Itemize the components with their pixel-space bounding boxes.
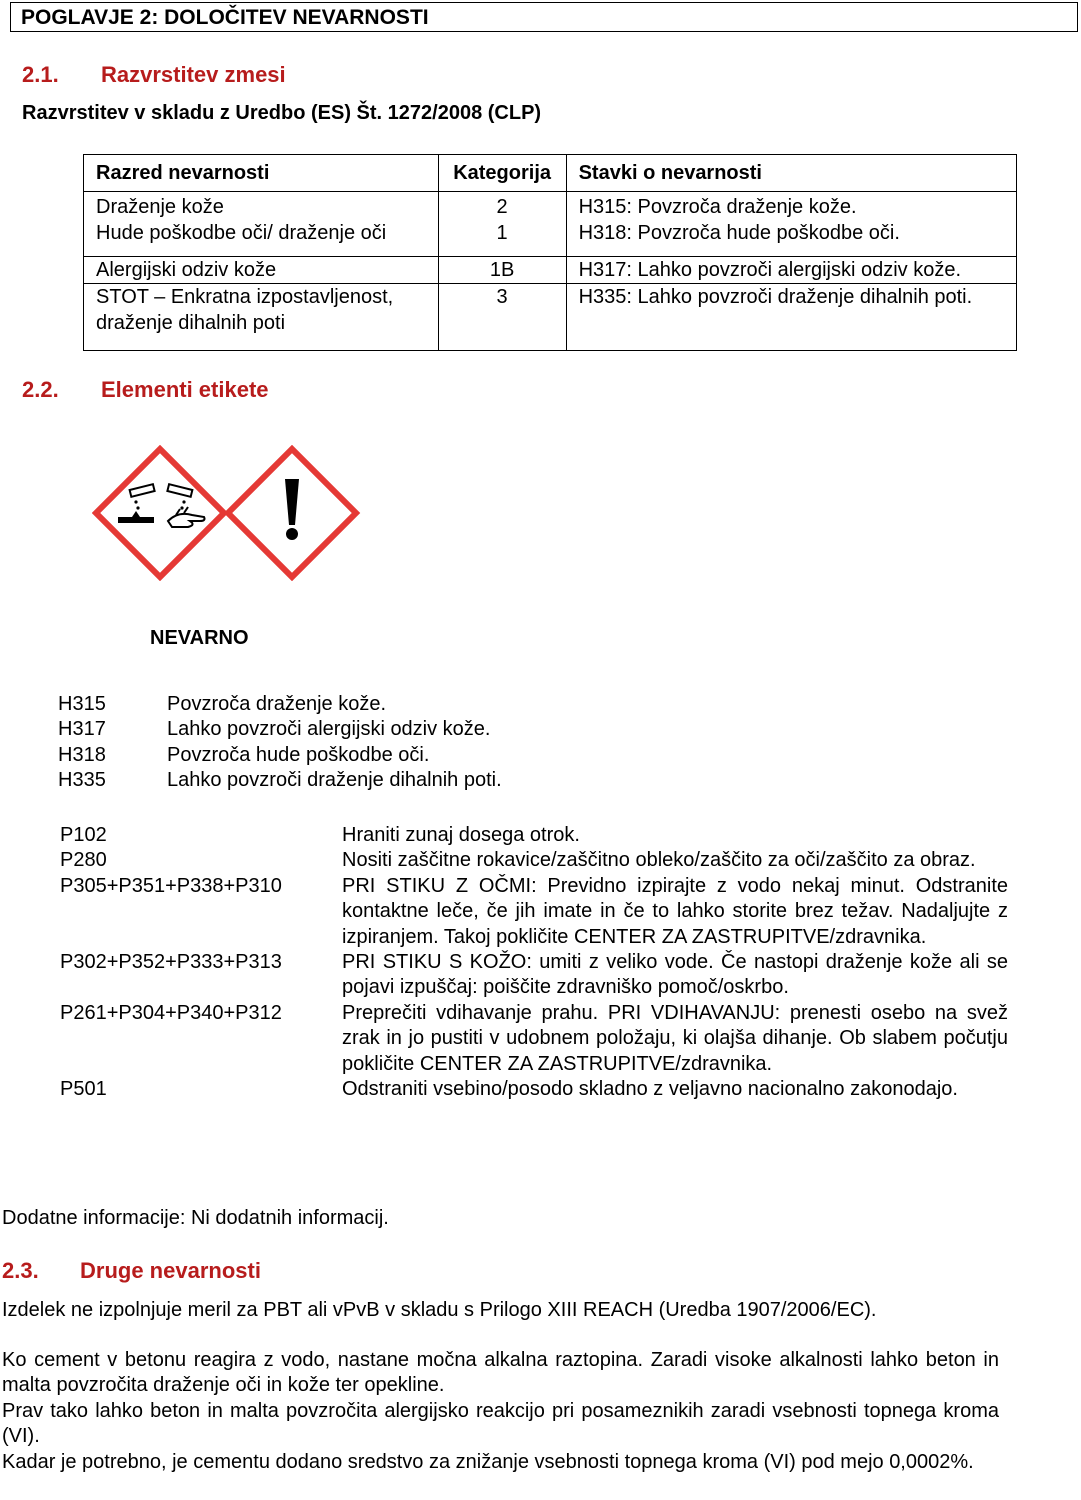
- table-header-row: [84, 155, 1017, 192]
- p-text: Odstraniti vsebino/posodo skladno z veljavno nacionalno zakonodajo.: [342, 1078, 958, 1101]
- exclamation-pictogram-icon: [228, 449, 356, 577]
- p-code: P501: [60, 1078, 107, 1101]
- list-item: [60, 1001, 1008, 1077]
- corrosion-pictogram-icon: [96, 449, 224, 577]
- p-text: Nositi zaščitne rokavice/zaščitno obleko/zaščito za oči/zaščito za obraz.: [342, 849, 976, 872]
- list-item: [58, 768, 502, 793]
- p-text: PRI STIKU Z OČMI: Previdno izpirajte z vodo nekaj minut. Odstranite kontaktne leče, če jih imate in če to lahko storite brez težav. Nadaljujte z izpiranjem. Takoj pokličite CENTER ZA ZASTRUPITVE/zdravnika.: [342, 874, 1008, 948]
- statement-cell: H335: Lahko povzroči draženje dihalnih poti.: [566, 284, 1016, 351]
- h-text: Lahko povzroči alergijski odziv kože.: [167, 718, 491, 741]
- list-item: [60, 874, 1008, 950]
- section-title: Druge nevarnosti: [80, 1258, 261, 1283]
- section-number: 2.2.: [22, 377, 59, 402]
- table-row: [84, 220, 1017, 257]
- category-cell: 1: [438, 220, 566, 257]
- other-hazards-paragraph: Prav tako lahko beton in malta povzročita alergijsko reakcijo pri posameznikih zaradi vsebnosti topnega kroma (VI).: [2, 1400, 999, 1448]
- pbt-statement: Izdelek ne izpolnjuje meril za PBT ali vPvB v skladu s Prilogo XIII REACH (Uredba 1907/2006/EC).: [2, 1299, 877, 1321]
- section-number: 2.1.: [22, 62, 59, 87]
- p-text: Hraniti zunaj dosega otrok.: [342, 824, 580, 846]
- classification-heading: Razvrstitev v skladu z Uredbo (ES) Št. 1272/2008 (CLP): [22, 102, 542, 124]
- list-item: [58, 717, 502, 742]
- list-item: [60, 823, 1008, 848]
- column-header: Razred nevarnosti: [84, 155, 439, 192]
- hazard-class-cell: STOT – Enkratna izpostavljenost, draženje dihalnih poti: [84, 284, 439, 351]
- p-text: Preprečiti vdihavanje prahu. PRI VDIHAVANJU: prenesti osebo na svež zrak in jo pustiti v udobnem položaju, ki olajša dihanje. Ob slabem počutju pokličite CENTER ZA ZASTRUPITVE/zdravnika.: [342, 1001, 1008, 1075]
- category-cell: 3: [438, 284, 566, 351]
- section-2-3-heading: [2, 1258, 261, 1284]
- h-code: H318: [58, 743, 106, 766]
- list-item: [60, 950, 1008, 1001]
- list-item: [58, 692, 502, 717]
- section-2-1-heading: [22, 62, 286, 88]
- hazard-class-cell: Hude poškodbe oči/ draženje oči: [84, 220, 439, 257]
- h-text: Povzroča hude poškodbe oči.: [167, 743, 430, 766]
- table-row: [84, 257, 1017, 284]
- category-cell: 2: [438, 192, 566, 221]
- h-code: H317: [58, 718, 106, 741]
- column-header: Kategorija: [438, 155, 566, 192]
- list-item: [60, 848, 1008, 873]
- other-hazards-paragraph: Ko cement v betonu reagira z vodo, nastane močna alkalna raztopina. Zaradi visoke alkalnosti lahko beton in malta povzročita draženje oči in kože ter opekline.: [2, 1349, 999, 1397]
- h-text: Lahko povzroči draženje dihalnih poti.: [167, 768, 502, 791]
- h-code: H335: [58, 768, 106, 791]
- table-row: [84, 284, 1017, 351]
- table-row: [84, 192, 1017, 221]
- statement-cell: H318: Povzroča hude poškodbe oči.: [566, 220, 1016, 257]
- hazard-class-cell: Draženje kože: [84, 192, 439, 221]
- additional-info: Dodatne informacije: Ni dodatnih informacij.: [2, 1207, 389, 1229]
- chapter-title: POGLAVJE 2: DOLOČITEV NEVARNOSTI: [10, 2, 1078, 32]
- section-title: Razvrstitev zmesi: [101, 62, 286, 87]
- section-number: 2.3.: [2, 1258, 39, 1283]
- other-hazards-paragraph: Kadar je potrebno, je cementu dodano sredstvo za znižanje vsebnosti topnega kroma (VI) pod mejo 0,0002%.: [2, 1451, 974, 1473]
- p-code: P261+P304+P340+P312: [60, 1001, 282, 1024]
- category-cell: 1B: [438, 257, 566, 284]
- hazard-class-cell: Alergijski odziv kože: [84, 257, 439, 284]
- list-item: [58, 743, 502, 768]
- signal-word: NEVARNO: [150, 627, 249, 649]
- statement-cell: H317: Lahko povzroči alergijski odziv kože.: [566, 257, 1016, 284]
- p-code: P302+P352+P333+P313: [60, 951, 282, 974]
- list-item: [60, 1077, 1008, 1102]
- precautionary-statements-list: [60, 823, 1008, 1102]
- p-text: PRI STIKU S KOŽO: umiti z veliko vode. Če nastopi draženje kože ali se pojavi izpuščaj: poiščite zdravniško pomoč/oskrbo.: [342, 951, 1008, 999]
- p-code: P305+P351+P338+P310: [60, 874, 282, 897]
- classification-table: [83, 154, 1017, 351]
- p-code: P280: [60, 849, 107, 872]
- ghs-pictograms: [92, 445, 362, 581]
- section-title: Elementi etikete: [101, 377, 269, 402]
- h-text: Povzroča draženje kože.: [167, 693, 387, 715]
- section-2-2-heading: [22, 377, 269, 403]
- statement-cell: H315: Povzroča draženje kože.: [566, 192, 1016, 221]
- hazard-statements-list: [58, 692, 502, 793]
- column-header: Stavki o nevarnosti: [566, 155, 1016, 192]
- p-code: P102: [60, 824, 107, 846]
- h-code: H315: [58, 693, 106, 715]
